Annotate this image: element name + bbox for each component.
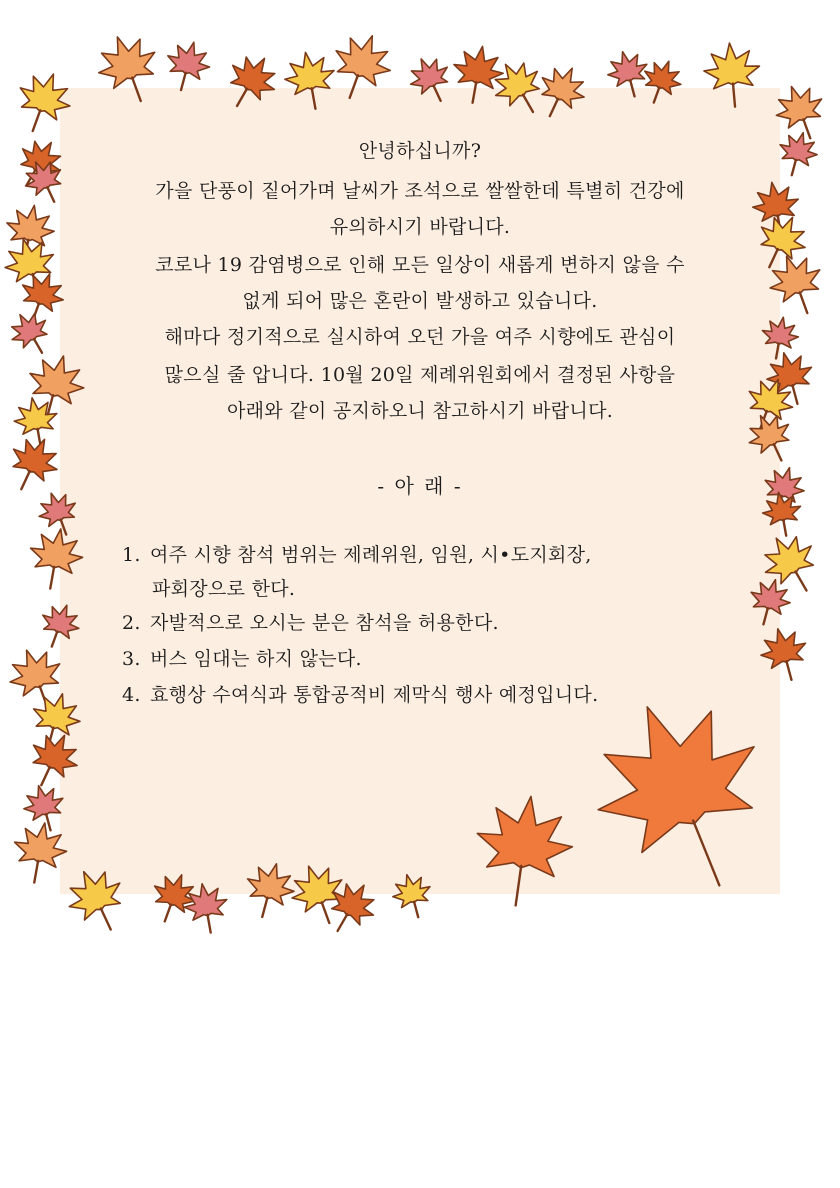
maple-leaf-icon xyxy=(11,394,62,450)
letter-line-5: 해마다 정기적으로 실시하여 오던 가을 여주 시향에도 관심이 xyxy=(164,326,676,348)
maple-leaf-icon xyxy=(468,790,578,912)
notice-item-1 xyxy=(122,540,592,567)
notice-heading: - 아 래 - xyxy=(377,474,463,498)
letter-line-7: 아래와 같이 공지하오니 참고하시기 바랍니다. xyxy=(226,400,614,422)
maple-leaf-icon xyxy=(403,50,459,109)
maple-leaf-icon xyxy=(25,688,86,754)
maple-leaf-icon xyxy=(388,870,436,922)
maple-leaf-icon xyxy=(216,46,285,118)
item-number: 4. xyxy=(122,684,141,706)
maple-leaf-icon xyxy=(3,305,58,362)
letter-line-4: 없게 되어 많은 혼란이 발생하고 있습니다. xyxy=(242,290,598,312)
notice-item-2 xyxy=(122,608,499,635)
letter-line-1: 가을 단풍이 짙어가며 날씨가 조석으로 쌀쌀한데 특별히 건강에 xyxy=(155,180,685,202)
maple-leaf-icon xyxy=(744,574,795,629)
maple-leaf-icon xyxy=(448,42,507,107)
maple-leaf-icon xyxy=(20,725,87,795)
notice-item-4 xyxy=(122,680,598,707)
maple-leaf-icon xyxy=(569,675,797,916)
letter-line-3: 코로나 19 감염병으로 인해 모든 일상이 새롭게 변하지 않을 수 xyxy=(155,254,685,276)
item-number: 2. xyxy=(122,612,141,634)
maple-leaf-icon xyxy=(0,429,66,499)
greeting: 안녕하십니까? xyxy=(358,140,482,162)
maple-leaf-icon xyxy=(160,37,215,96)
notice-item-1-continued: 파회장으로 한다. xyxy=(152,578,296,600)
notice-item-3 xyxy=(122,644,362,671)
maple-leaf-icon xyxy=(529,59,593,126)
maple-leaf-icon xyxy=(8,65,78,140)
maple-leaf-icon xyxy=(773,128,821,180)
item-number: 1. xyxy=(122,544,141,566)
letter-line-2: 유의하시기 바랍니다. xyxy=(329,216,511,238)
item-text: 자발적으로 오시는 분은 참석을 허용한다. xyxy=(150,612,499,634)
letter-line-6: 많으실 줄 압니다. 10월 20일 제례위원회에서 결정된 사항을 xyxy=(164,364,676,386)
maple-leaf-icon xyxy=(281,48,340,113)
maple-leaf-icon xyxy=(89,27,168,111)
maple-leaf-icon xyxy=(636,55,687,109)
item-text: 효행상 수여식과 통합공적비 제막식 행사 예정입니다. xyxy=(150,684,599,706)
maple-leaf-icon xyxy=(323,26,400,108)
maple-leaf-icon xyxy=(34,599,85,653)
maple-leaf-icon xyxy=(756,623,814,686)
item-text: 버스 임대는 하지 않는다. xyxy=(150,648,362,670)
maple-leaf-icon xyxy=(239,858,300,924)
item-text: 여주 시향 참석 범위는 제례위원, 임원, 시•도지회장, xyxy=(150,544,592,566)
maple-leaf-icon xyxy=(8,818,71,887)
item-number: 3. xyxy=(122,648,141,670)
maple-leaf-icon xyxy=(702,41,763,109)
maple-leaf-icon xyxy=(24,524,87,593)
maple-leaf-icon xyxy=(59,860,136,941)
